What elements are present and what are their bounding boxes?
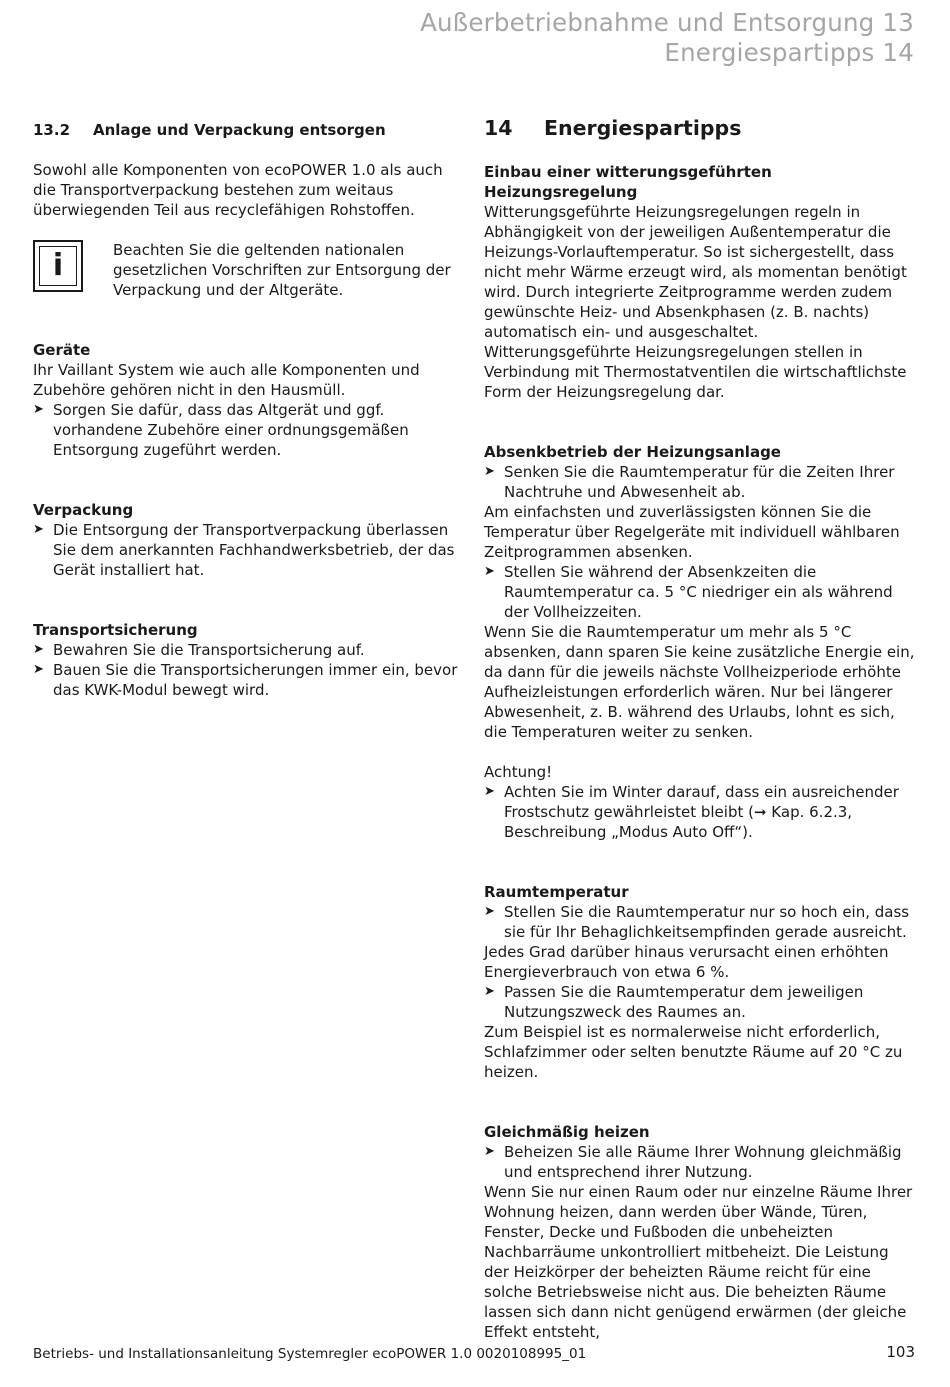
raum-paragraph-1: Jedes Grad darüber hinaus verursacht einen erhöhten Energieverbrauch von etwa 6 %. <box>484 943 889 981</box>
gleich-paragraph-1: Wenn Sie nur einen Raum oder nur einzelne Räume Ihrer Wohnung heizen, dann werden über Wände, Türen, Fenster, Decke und Fußboden die unbeheizten Nachbarräume unkontrolliert mitbeheizt. Die Leistung der Heizkörper der beheizten Räume reicht für eine solche Betriebsweise nicht aus. Die beheizten Räume lassen sich dann nicht genügend erwärmen (der gleiche Effekt entsteht, <box>484 1183 913 1341</box>
absenk-paragraph-1: Am einfachsten und zuverlässigsten können Sie die Temperatur über Regelgeräte mit individuell wählbaren Zeitprogrammen absenken. <box>484 503 900 561</box>
section-title: Anlage und Verpackung entsorgen <box>93 121 386 139</box>
left-column <box>33 120 463 700</box>
raum-bullets-2 <box>484 982 916 1022</box>
bullet-arrow-icon: ➤ <box>484 904 495 919</box>
section-title: Energiespartipps <box>544 116 742 140</box>
geraete-bullets <box>33 400 463 460</box>
achtung-label: Achtung! <box>484 763 553 781</box>
gleich-bullets <box>484 1142 916 1182</box>
subheading-geraete: Geräte <box>33 341 91 359</box>
list-item: ➤ Die Entsorgung der Transportverpackung überlassen Sie dem anerkannten Fachhandwerksbetrieb, der das Gerät installiert hat. <box>33 521 455 579</box>
bullet-arrow-icon: ➤ <box>33 402 44 417</box>
info-icon-glyph: i <box>39 246 77 286</box>
info-icon <box>33 240 83 292</box>
section-number: 14 <box>484 116 513 140</box>
list-item: ➤ Beheizen Sie alle Räume Ihrer Wohnung gleichmäßig und entsprechend ihrer Nutzung. <box>484 1143 902 1181</box>
section-heading-13-2 <box>33 120 463 140</box>
bullet-arrow-icon: ➤ <box>484 984 495 999</box>
subheading-transportsicherung: Transportsicherung <box>33 621 198 639</box>
bullet-arrow-icon: ➤ <box>33 662 44 677</box>
right-column <box>484 114 916 1342</box>
einbau-paragraph-1: Witterungsgeführte Heizungsregelungen regeln in Abhängigkeit von der jeweiligen Außentemperatur die Heizungs-Vorlauftemperatur. So ist sichergestellt, dass nicht mehr Wärme erzeugt wird, als momentan benötigt wird. Durch integrierte Zeitprogramme werden zudem gewünschte Heiz- und Absenkphasen (z. B. nachts) automatisch ein- und ausgeschaltet. <box>484 203 907 341</box>
list-item: ➤ Bewahren Sie die Transportsicherung auf. <box>33 641 365 659</box>
info-note <box>33 240 463 320</box>
list-item: ➤ Bauen Sie die Transportsicherungen immer ein, bevor das KWK-Modul bewegt wird. <box>33 661 458 699</box>
page-number: 103 <box>886 1343 915 1361</box>
absenk-bullets-1 <box>484 462 916 502</box>
bullet-arrow-icon: ➤ <box>484 564 495 579</box>
page-footer <box>33 1344 915 1364</box>
intro-paragraph: Sowohl alle Komponenten von ecoPOWER 1.0 als auch die Transportverpackung bestehen zum weitaus überwiegenden Teil aus recyclefähigen Rohstoffen. <box>33 161 443 219</box>
absenk-bullets-3 <box>484 782 916 842</box>
list-item: ➤ Stellen Sie die Raumtemperatur nur so hoch ein, dass sie für Ihr Behaglichkeitsempfinden gerade ausreicht. <box>484 903 910 941</box>
footer-document-title: Betriebs- und Installationsanleitung Systemregler ecoPOWER 1.0 0020108995_01 <box>33 1346 587 1362</box>
verpackung-bullets <box>33 520 463 580</box>
section-number: 13.2 <box>33 121 71 139</box>
transportsicherung-bullets <box>33 640 463 700</box>
bullet-arrow-icon: ➤ <box>484 1144 495 1159</box>
absenk-paragraph-2: Wenn Sie die Raumtemperatur um mehr als 5 °C absenken, dann sparen Sie keine zusätzliche Energie ein, da dann für die jeweils nächste Vollheizperiode erhöhte Aufheizleistungen erforderlich wären. Nur bei längerer Abwesenheit, z. B. während des Urlaubs, lohnt es sich, die Temperaturen weiter zu senken. <box>484 623 915 741</box>
einbau-paragraph-2: Witterungsgeführte Heizungsregelungen stellen in Verbindung mit Thermostatventilen die wirtschaftlichste Form der Heizungsregelung dar. <box>484 343 907 401</box>
info-note-text: Beachten Sie die geltenden nationalen gesetzlichen Vorschriften zur Entsorgung der Verpackung und der Altgeräte. <box>113 241 451 299</box>
raum-paragraph-2: Zum Beispiel ist es normalerweise nicht erforderlich, Schlafzimmer oder selten benutzte Räume auf 20 °C zu heizen. <box>484 1023 903 1081</box>
list-item: ➤ Passen Sie die Raumtemperatur dem jeweiligen Nutzungszweck des Raumes an. <box>484 983 864 1021</box>
bullet-arrow-icon: ➤ <box>484 464 495 479</box>
raum-bullets-1 <box>484 902 916 942</box>
list-item: ➤ Achten Sie im Winter darauf, dass ein ausreichender Frostschutz gewährleistet bleibt (➞ Kap. 6.2.3, Beschreibung „Modus Auto Off“). <box>484 783 899 841</box>
bullet-arrow-icon: ➤ <box>33 522 44 537</box>
running-header-line-2: Energiespartipps 14 <box>664 38 914 67</box>
subheading-einbau: Einbau einer witterungsgeführten Heizungsregelung <box>484 163 772 201</box>
list-item: ➤ Senken Sie die Raumtemperatur für die Zeiten Ihrer Nachtruhe und Abwesenheit ab. <box>484 463 895 501</box>
subheading-raumtemperatur: Raumtemperatur <box>484 883 629 901</box>
absenk-bullets-2 <box>484 562 916 622</box>
list-item: ➤ Stellen Sie während der Absenkzeiten die Raumtemperatur ca. 5 °C niedriger ein als während der Vollheizzeiten. <box>484 563 893 621</box>
bullet-arrow-icon: ➤ <box>484 784 495 799</box>
running-header-line-1: Außerbetriebnahme und Entsorgung 13 <box>420 8 914 37</box>
geraete-paragraph: Ihr Vaillant System wie auch alle Komponenten und Zubehöre gehören nicht in den Hausmüll. <box>33 361 420 399</box>
running-header <box>420 8 914 68</box>
list-item: ➤ Sorgen Sie dafür, dass das Altgerät und ggf. vorhandene Zubehöre einer ordnungsgemäßen Entsorgung zugeführt werden. <box>33 401 409 459</box>
section-heading-14 <box>484 114 916 142</box>
subheading-verpackung: Verpackung <box>33 501 134 519</box>
subheading-absenkbetrieb: Absenkbetrieb der Heizungsanlage <box>484 443 781 461</box>
bullet-arrow-icon: ➤ <box>33 642 44 657</box>
subheading-gleichmaessig: Gleichmäßig heizen <box>484 1123 650 1141</box>
